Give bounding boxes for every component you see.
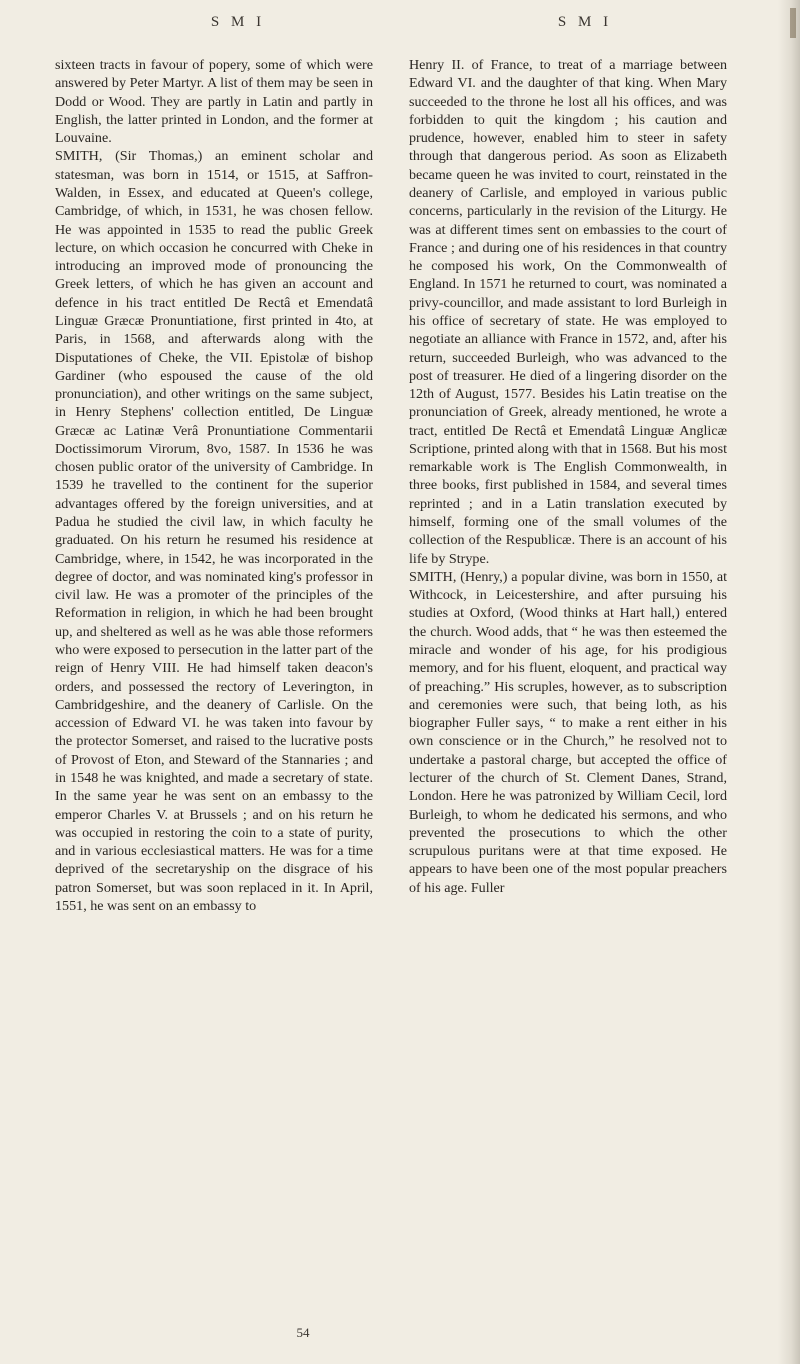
running-head-right: S M I	[557, 14, 613, 30]
paragraph-smith-thomas: SMITH, (Sir Thomas,) an eminent scholar and statesman, was born in 1514, or 1515, at Saffron-Walden, in Essex, and educated at Queen's college, Cambridge, of which, in 1531, he was chosen fellow. He was appointed in 1535 to read the public Greek lecture, on which occasion he concurred with Cheke in introducing an improved mode of pronouncing the Greek letters, of which he has given an account and defence in his tract entitled De Rectâ et Emendatâ Linguæ Græcæ Pronuntiatione, first printed in 4to, at Paris, in 1568, and afterwards along with the Disputationes of Cheke, the VII. Epistolæ of bishop Gardiner (who espoused the cause of the old pronunciation), and other writings on the same subject, in Henry Stephens' collection entitled, De Linguæ Græcæ ac Latinæ Verâ Pronuntiatione Commentarii Doctissimorum Virorum, 8vo, 1587. In 1536 he was chosen public orator of the university of Cambridge. In 1539 he travelled to the continent for the superior advantages offered by the foreign universities, and at Padua he studied the civil law, in which faculty he graduated. On his return he resumed his residence at Cambridge, where, in 1542, he was incorporated in the degree of doctor, and was nominated king's professor in civil law. He was a promoter of the principles of the Reformation in religion, in which he had been brought up, and sheltered as well as he was able those reformers who were exposed to persecution in the latter part of the reign of Henry VIII. He had himself taken deacon's orders, and possessed the rectory of Leverington, in Cambridgeshire, and the deanery of Carlisle. On the accession of Edward VI. he was taken into favour by the protector Somerset, and raised to the lucrative posts of Provost of Eton, and Steward of the Stannaries ; and in 1548 he was knighted, and made a secretary of state. In the same year he was sent on an embassy to the emperor Charles V. at Brussels ; and on his return he was occupied in restoring the coin to a state of purity, and in various ecclesiastical matters. He was for a time deprived of the secretaryship on the disgrace of his patron Somerset, but was soon replaced in it. In April, 1551, he was sent on an embassy to	[55, 148, 373, 914]
paragraph-smith-henry: SMITH, (Henry,) a popular divine, was born in 1550, at Withcock, in Leicestershire, and after pursuing his studies at Oxford, (Wood thinks at Hart hall,) entered the church. Wood adds, that “ he was then esteemed the miracle and wonder of his age, for his prodigious memory, and for his fluent, eloquent, and practical way of preaching.” His scruples, however, as to subscription and ceremonies were such, that being loth, as his biographer Fuller says, “ to make a rent either in his own conscience or in the Church,” he resolved not to undertake a pastoral charge, but accepted the office of lecturer of the church of St. Clement Danes, Strand, London. Here he was patronized by William Cecil, lord Burleigh, to whom he dedicated his sermons, and who prevented the prosecutions to which the other scrupulous puritans were at that time exposed. He appears to have been one of the most popular preachers of his age. Fuller	[409, 568, 727, 896]
paragraph: sixteen tracts in favour of popery, some of which were answered by Peter Martyr. A list of them may be seen in Dodd or Wood. They are partly in Latin and partly in English, the latter printed in London, and the former at Louvaine.	[55, 57, 373, 147]
page-edge-shadow	[778, 0, 800, 1364]
running-head-left: S M I	[210, 14, 266, 30]
paragraph: Henry II. of France, to treat of a marriage between Edward VI. and the daughter of that king. When Mary succeeded to the throne he lost all his offices, and was forbidden to quit the kingdom ; his caution and prudence, however, enabled him to steer in safety through that dangerous period. As soon as Elizabeth became queen he was invited to court, reinstated in the deanery of Carlisle, and employed in various public concerns, particularly in the revision of the Liturgy. He was at different times sent on embassies to the court of France ; and during one of his residences in that country he composed his work, On the Commonwealth of England. In 1571 he returned to court, was nominated a privy-councillor, and made assistant to lord Burleigh in his office of secretary of state. He was employed to negotiate an alliance with France in 1572, and, after his return, succeeded Burleigh, who was advanced to the post of treasurer. He died of a lingering disorder on the 12th of August, 1577. Besides his Latin treatise on the pronunciation of Greek, already mentioned, he wrote a tract, entitled De Rectâ et Emendatâ Linguæ Anglicæ Scriptione, printed along with that in 1568. But his most remarkable work is The English Commonwealth, in three books, first published in 1584, and several times reprinted ; and in a Latin translation executed by himself, forming one of the small volumes of the collection of the Respublicæ. There is an account of his life by Strype.	[409, 57, 727, 567]
page-edge-mark	[790, 8, 796, 38]
page-number: 54	[296, 1325, 310, 1340]
left-column	[55, 56, 373, 915]
right-column	[409, 56, 727, 897]
